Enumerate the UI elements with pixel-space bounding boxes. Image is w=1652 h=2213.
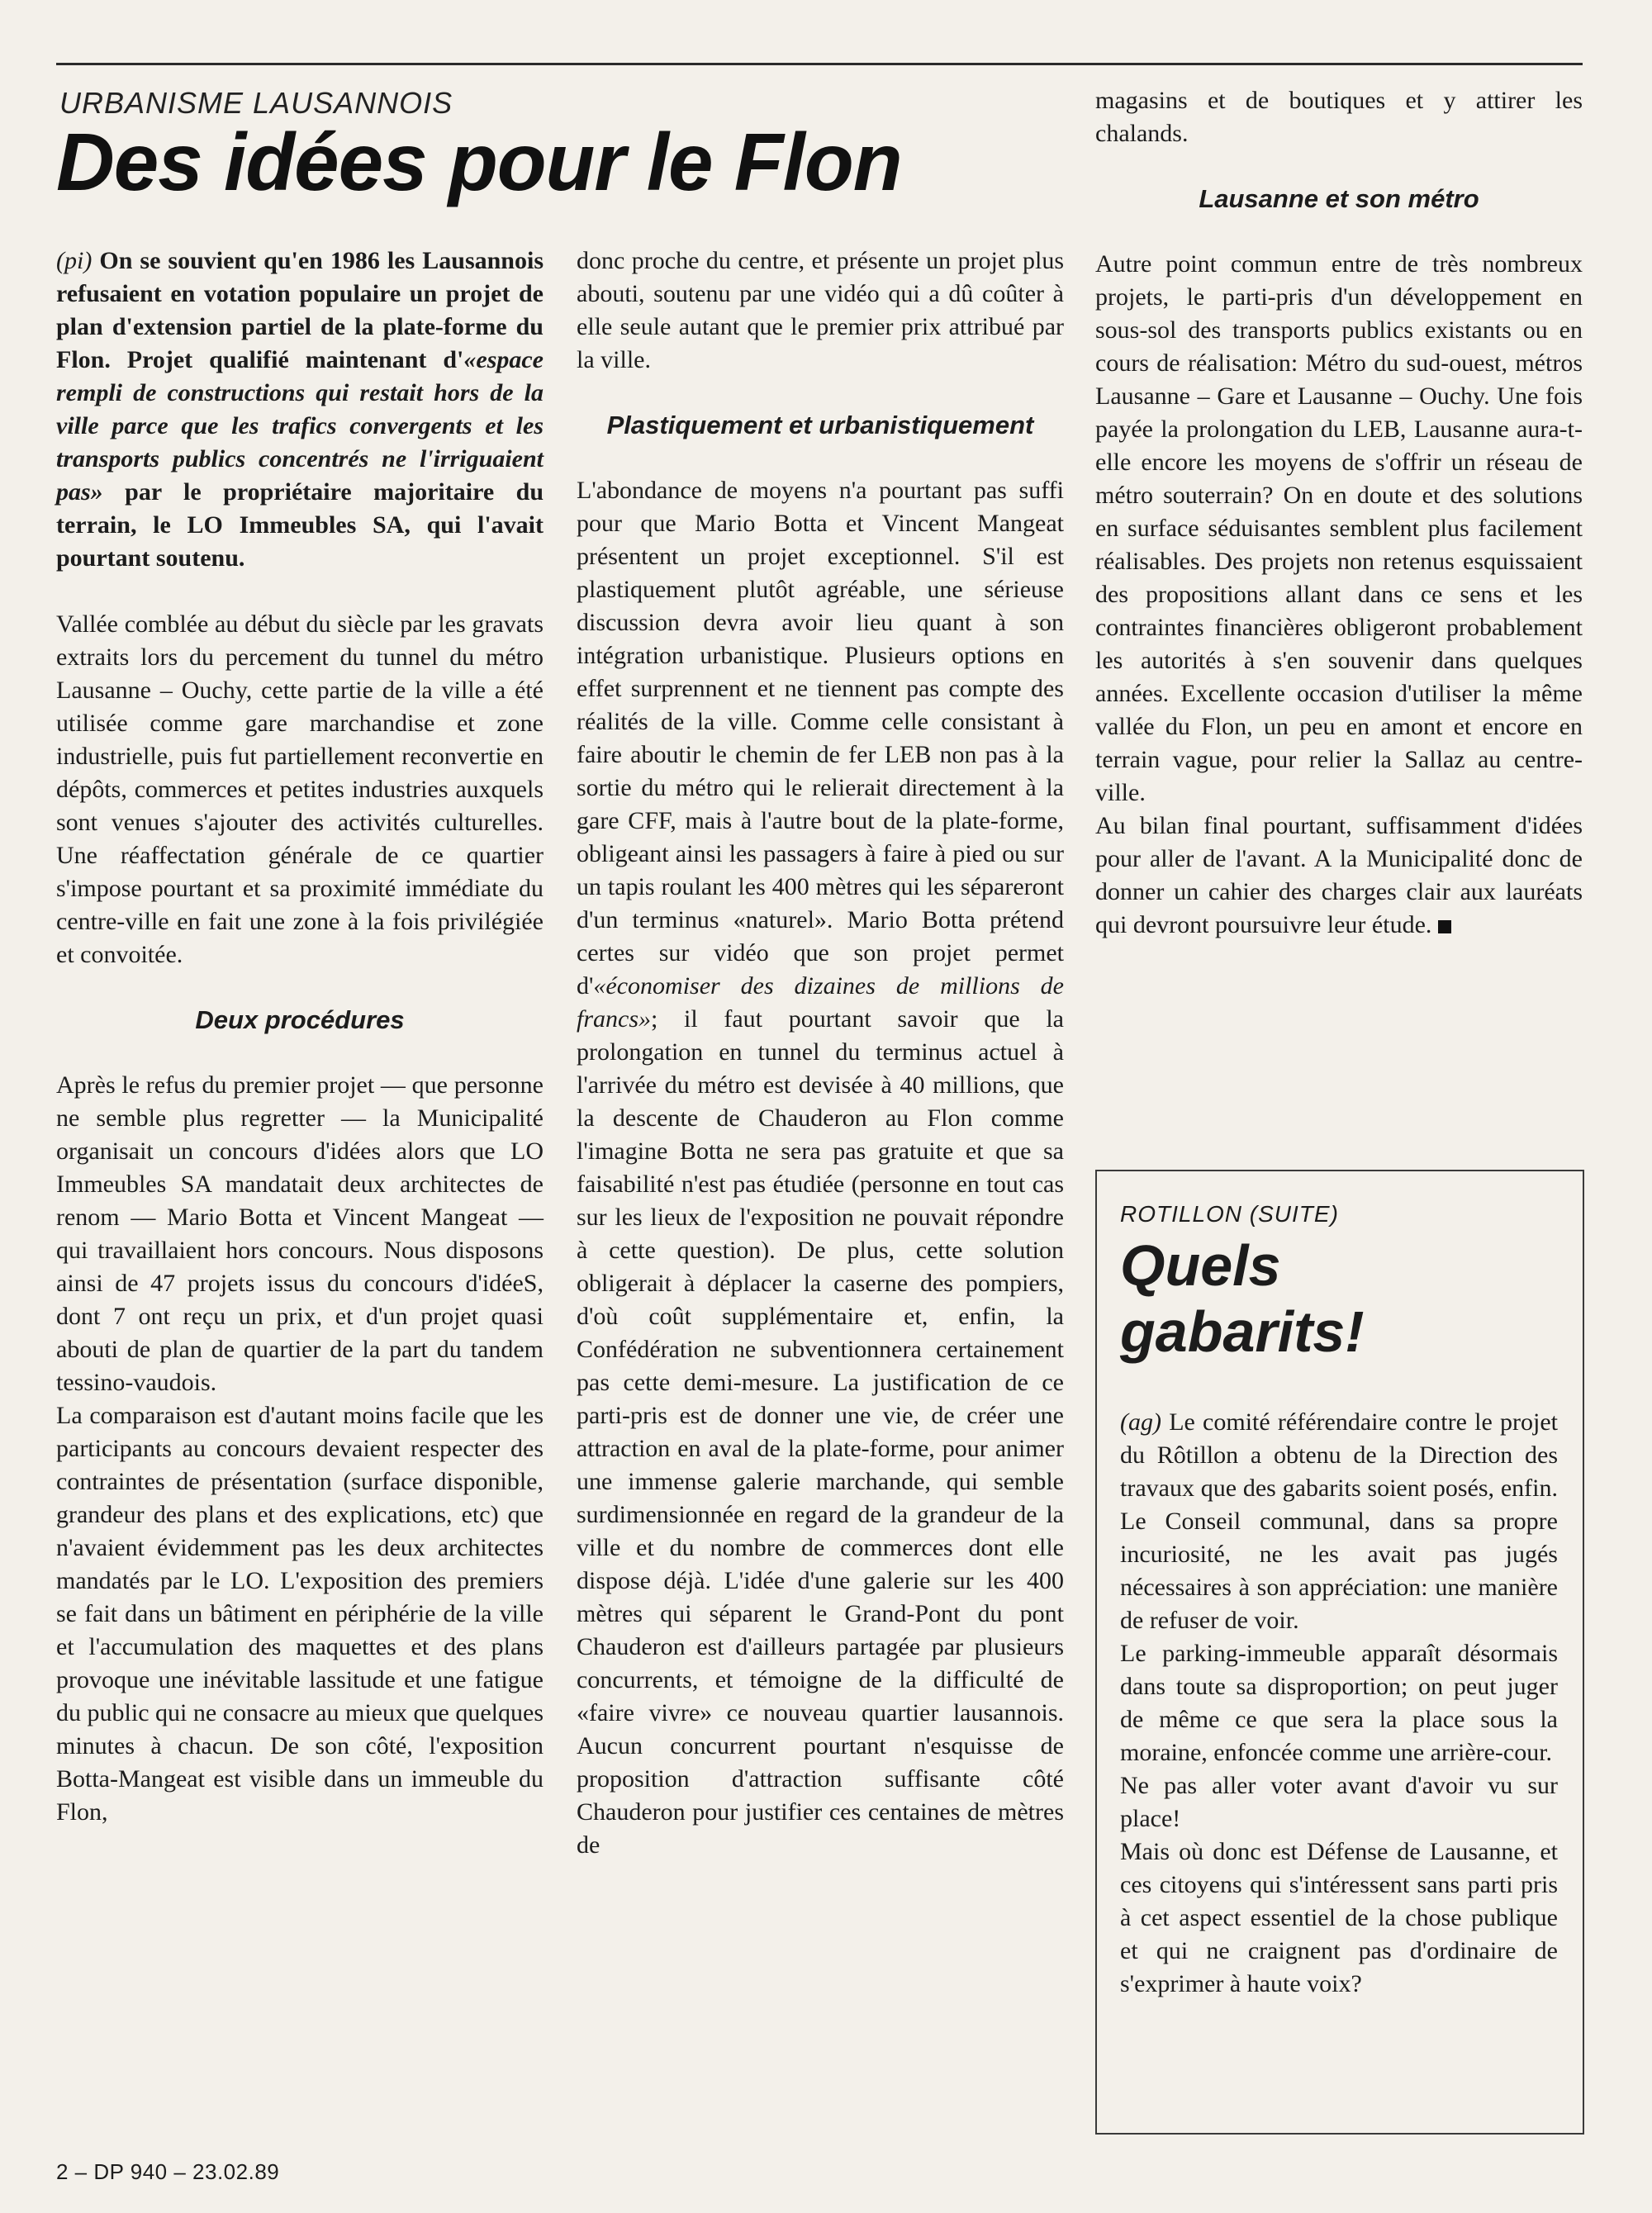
lead-quote: «espace rempli de constructions qui restait hors de la ville parce que les trafics convergents et les transports publics concentrés ne l'irriguaient pas» [56, 346, 544, 506]
sidebar-body [1120, 1406, 1558, 2001]
botta-quote: «économiser des dizaines de millions de francs» [577, 972, 1064, 1033]
body-paragraph-1: Vallée comblée au début du siècle par les gravats extraits lors du percement du tunnel du métro Lausanne – Ouchy, cette partie de la ville a été utilisée comme gare marchandise et zone industrielle, puis fut partiellement reconvertie en dépôts, commerces et petites industries auxquels sont venues s'ajouter des activités culturelles. Une réaffectation générale de ce quartier s'impose pourtant et sa proximité immédiate du centre-ville en fait une zone à la fois privilégiée et convoitée. [56, 610, 544, 968]
subhead-lausanne-metro: Lausanne et son métro [1199, 184, 1479, 213]
section-kicker: URBANISME LAUSANNOIS [59, 86, 453, 120]
lead-text-2: par le propriétaire majoritaire du terrain, le LO Immeubles SA, qui l'avait pourtant soutenu. [56, 478, 544, 572]
sidebar-author-initials: (ag) [1120, 1408, 1161, 1436]
subhead-plastiquement: Plastiquement et urbanistiquement [606, 411, 1034, 439]
article-column-3 [1095, 84, 1583, 942]
body-paragraph-2: Après le refus du premier projet — que personne ne semble plus regretter — la Municipalité organisait un concours d'idées alors que LO Immeubles SA mandatait deux architectes de renom — Mario Botta et Vincent Mangeat — qui travaillaient hors concours. Nous disposons ainsi de 47 projets issus du concours d'idéeS, dont 7 ont reçu un prix, et d'un projet quasi abouti de plan de quartier de la part du tandem tessino-vaudois. [56, 1071, 544, 1396]
sidebar-paragraph-1 [1120, 1406, 1558, 1637]
page-folio: 2 – DP 940 – 23.02.89 [56, 2159, 280, 2184]
body-paragraph-7: Autre point commun entre de très nombreux projets, le parti-pris d'un développement en sous-sol des transports publics existants ou en cours de réalisation: Métro du sud-ouest, métros Lausanne – Gare et Lausanne – Ouchy. Une fois payée la prolongation du LEB, Lausanne aura-t-elle encore les moyens de s'offrir un réseau de métro souterrain? On en doute et des solutions en surface séduisantes semblent plus facilement réalisables. Des projets non retenus esquissaient des propositions allant dans ce sens et les contraintes financières obligeront probablement les autorités à s'en souvenir dans quelques années. Excellente occasion d'utiliser la même vallée du Flon, un peu en amont et encore en terrain vague, pour relier la Sallaz au centre-ville. [1095, 250, 1583, 806]
sidebar-paragraph-3: Ne pas aller voter avant d'avoir vu sur place! [1120, 1772, 1558, 1832]
body-paragraph-8-text: Au bilan final pourtant, suffisamment d'idées pour aller de l'avant. A la Municipalité donc de donner un cahier des charges clair aux lauréats qui devront poursuivre leur étude. [1095, 812, 1583, 938]
article-column-1 [56, 245, 544, 1829]
sidebar-kicker: ROTILLON (SUITE) [1120, 1201, 1339, 1227]
body-paragraph-5 [577, 474, 1064, 1862]
body-paragraph-8 [1095, 810, 1583, 942]
author-initials: (pi) [56, 247, 93, 274]
sidebar-paragraph-1-text: Le comité référendaire contre le projet du Rôtillon a obtenu de la Direction des travaux que des gabarits soient posés, enfin. Le Conseil communal, dans sa propre incuriosité, ne les avait pas jugés nécessaires à son appréciation: une manière de refuser de voir. [1120, 1408, 1558, 1634]
lead-paragraph [56, 245, 544, 575]
top-rule [56, 63, 1583, 65]
sidebar-title: Quels gabarits! [1120, 1233, 1365, 1364]
sidebar-box [1095, 1170, 1584, 2135]
article-column-2 [577, 245, 1064, 1862]
headline: Des idées pour le Flon [56, 116, 902, 207]
body-paragraph-4: donc proche du centre, et présente un projet plus abouti, soutenu par une vidéo qui a dû coûter à elle seule autant que le premier prix attribué par la ville. [577, 247, 1064, 373]
lead-text-1: On se souvient qu'en 1986 les Lausannois refusaient en votation populaire un projet de plan d'extension partiel de la plate-forme du Flon. Projet qualifié maintenant d' [56, 247, 544, 373]
end-of-article-mark [1438, 920, 1451, 933]
body-paragraph-6: magasins et de boutiques et y attirer les chalands. [1095, 87, 1583, 147]
body-paragraph-3: La comparaison est d'autant moins facile que les participants au concours devaient respecter des contraintes de présentation (surface disponible, grandeur des plans et des explications, etc) que n'avaient évidemment pas les deux architectes mandatés par le LO. L'exposition des premiers se fait dans un bâtiment en périphérie de la ville et l'accumulation des maquettes et des plans provoque une inévitable lassitude et une fatigue du public qui ne consacre au mieux que quelques minutes à chacun. De son côté, l'exposition Botta-Mangeat est visible dans un immeuble du Flon, [56, 1402, 544, 1826]
subhead-deux-procedures: Deux procédures [195, 1005, 405, 1034]
sidebar-paragraph-2: Le parking-immeuble apparaît désormais dans toute sa disproportion; on peut juger de même ce que sera la place sous la moraine, enfoncée comme une arrière-cour. [1120, 1640, 1558, 1766]
body-paragraph-5-b: ; il faut pourtant savoir que la prolongation en tunnel du terminus actuel à l'arrivée du métro est devisée à 40 millions, que la descente de Chauderon au Flon comme l'imagine Botta ne sera pas gratuite et que sa faisabilité n'est pas étudiée (personne en tout cas sur les lieux de l'exposition ne pouvait répondre à cette question). De plus, cette solution obligerait à déplacer la caserne des pompiers, d'où coût supplémentaire et, enfin, la Confédération ne subventionnera certainement pas cette demi-mesure. La justification de ce parti-pris est de donner une vie, de créer une attraction en aval de la plate-forme, pour animer une immense galerie marchande, qui semble surdimensionnée en regard de la grandeur de la ville et du nombre de commerces dont elle dispose déjà. L'idée d'une galerie sur les 400 mètres qui séparent le Grand-Pont du pont Chauderon est d'ailleurs partagée par plusieurs concurrents, et témoigne de la difficulté de «faire vivre» ce nouveau quartier lausannois. Aucun concurrent pourtant n'esquisse de proposition d'attraction suffisante côté Chauderon pour justifier ces centaines de mètres de [577, 1005, 1064, 1859]
sidebar-paragraph-4: Mais où donc est Défense de Lausanne, et ces citoyens qui s'intéressent sans parti pris à cet aspect essentiel de la chose publique et qui ne craignent pas d'ordinaire de s'exprimer à haute voix? [1120, 1838, 1558, 1997]
body-paragraph-5-a: L'abondance de moyens n'a pourtant pas suffi pour que Mario Botta et Vincent Mangeat présentent un projet exceptionnel. S'il est plastiquement plutôt agréable, une sérieuse discussion devra avoir lieu quant à son intégration urbanistique. Plusieurs options en effet surprennent et ne tiennent pas compte des réalités de la ville. Comme celle consistant à faire aboutir le chemin de fer LEB non pas à la sortie du métro qui le relierait directement à la gare CFF, mais à l'autre bout de la plate-forme, obligeant ainsi les passagers à faire à pied ou sur un tapis roulant les 400 mètres qui les sépareront d'un terminus «naturel». Mario Botta prétend certes sur vidéo que son projet permet d' [577, 477, 1064, 1000]
